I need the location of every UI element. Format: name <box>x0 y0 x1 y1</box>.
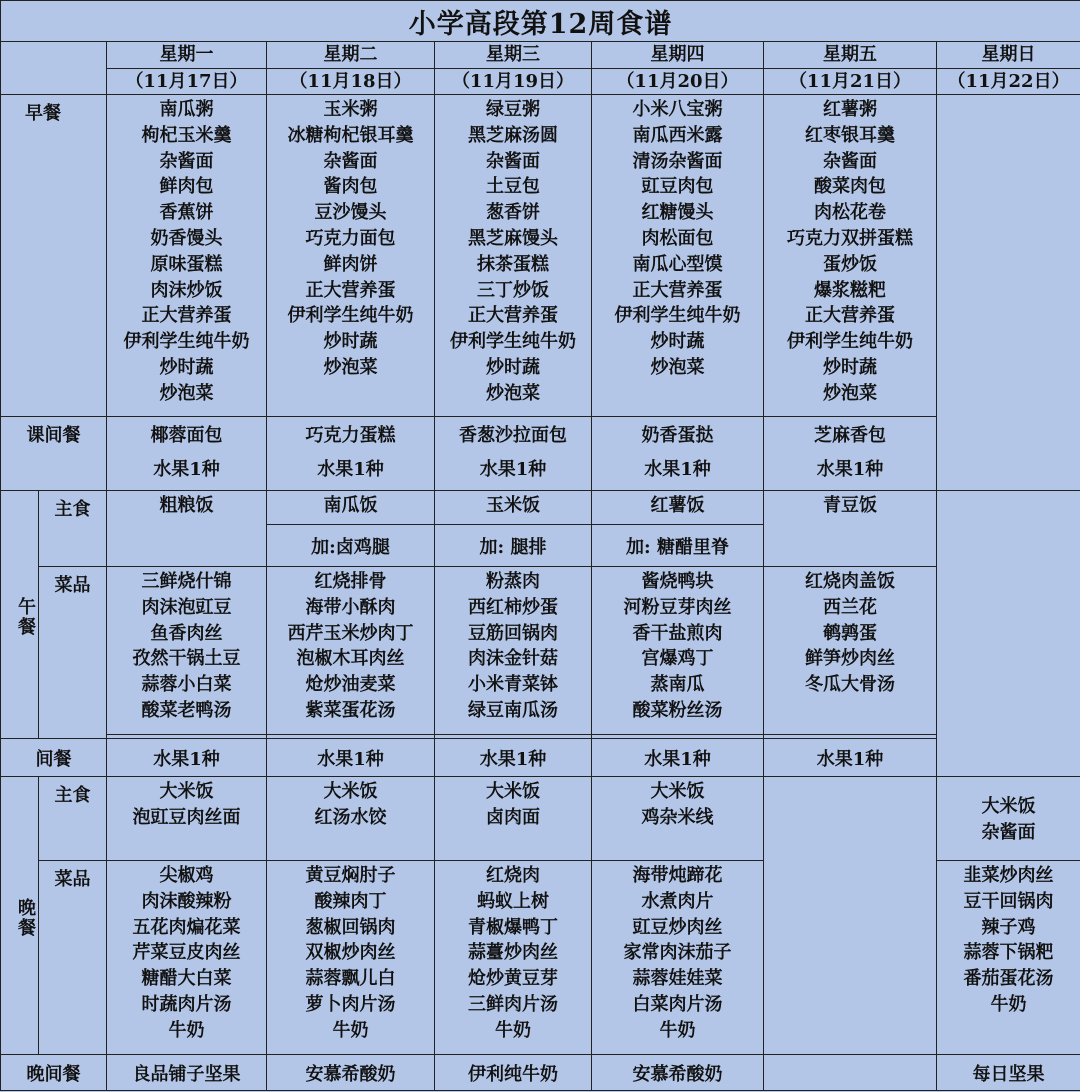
dinner-dishes-cell <box>592 861 764 1055</box>
dinner-dishes-cell <box>107 861 267 1055</box>
menu-item: 红枣银耳羹 <box>805 124 895 146</box>
menu-item: 蛋炒饭 <box>823 253 877 275</box>
lunch-staple-cell: 青豆饭 <box>764 491 937 567</box>
menu-item: 水果1种 <box>317 459 384 480</box>
menu-item: 家常肉沫茄子 <box>623 942 732 964</box>
class-snack-cell <box>107 417 267 491</box>
menu-item: 正大营养蛋 <box>468 305 558 327</box>
menu-item: 香葱沙拉面包 <box>459 425 567 446</box>
date-header: （11月19日） <box>435 69 592 95</box>
menu-item: 红糖馒头 <box>641 202 714 224</box>
menu-item: 西红柿炒蛋 <box>468 596 558 618</box>
menu-item: 正大营养蛋 <box>141 305 232 327</box>
menu-item: 尖椒鸡 <box>159 865 214 886</box>
menu-item: 水果1种 <box>644 459 711 480</box>
menu-item: 巧克力蛋糕 <box>305 425 396 446</box>
menu-item: 宫爆鸡丁 <box>641 648 714 670</box>
menu-item: 肉沫酸辣粉 <box>141 890 232 912</box>
menu-item: 炝炒油麦菜 <box>305 674 396 696</box>
dinner-staple-cell <box>592 777 764 861</box>
menu-item: 芝麻香包 <box>814 425 886 446</box>
menu-item: 炒时蔬 <box>486 356 540 378</box>
menu-item: 玉米粥 <box>323 99 378 120</box>
menu-item: 小米八宝粥 <box>632 99 723 120</box>
menu-item: 炒泡菜 <box>823 382 877 404</box>
snack-cell: 水果1种 <box>435 739 592 777</box>
menu-item: 青椒爆鸭丁 <box>468 916 558 938</box>
night-snack-label: 晚间餐 <box>1 1055 107 1091</box>
menu-item: 白菜肉片汤 <box>632 993 723 1015</box>
menu-item: 炒时蔬 <box>323 331 378 353</box>
menu-item: 番茄蛋花汤 <box>963 968 1054 990</box>
menu-item: 鱼香肉丝 <box>150 622 223 644</box>
menu-item: 炒泡菜 <box>159 382 214 404</box>
menu-item: 酱肉包 <box>323 176 378 198</box>
lunch-dishes-cell <box>107 567 267 735</box>
menu-item: 三鲜烧什锦 <box>141 571 232 592</box>
menu-item: 韭菜炒肉丝 <box>963 865 1054 886</box>
menu-item: 三丁炒饭 <box>477 279 549 301</box>
menu-item: 黄豆焖肘子 <box>305 865 396 886</box>
breakfast-label: 早餐 <box>1 95 107 417</box>
menu-item: 三鲜肉片汤 <box>468 993 558 1015</box>
menu-item: 豆筋回锅肉 <box>468 622 558 644</box>
menu-item: 河粉豆芽肉丝 <box>623 596 732 618</box>
night-snack-cell: 良品铺子坚果 <box>107 1055 267 1091</box>
date-header: （11月17日） <box>107 69 267 95</box>
menu-item: 红汤水饺 <box>314 806 387 828</box>
snack-cell: 水果1种 <box>267 739 435 777</box>
lunch-extra-cell: 加:卤鸡腿 <box>267 525 435 567</box>
breakfast-cell <box>592 95 764 417</box>
menu-item: 炒时蔬 <box>159 356 214 378</box>
lunch-staple-cell: 南瓜饭 <box>267 491 435 525</box>
dinner-dishes-cell <box>435 861 592 1055</box>
menu-item: 双椒炒肉丝 <box>305 942 396 964</box>
menu-item: 冰糖枸杞银耳羹 <box>287 124 414 146</box>
menu-item: 红烧肉盖饭 <box>805 571 895 592</box>
menu-item: 海带炖蹄花 <box>632 865 723 886</box>
menu-item: 冬瓜大骨汤 <box>805 674 895 696</box>
menu-item: 豇豆肉包 <box>641 176 714 198</box>
breakfast-cell <box>764 95 937 417</box>
snack-cell: 水果1种 <box>592 739 764 777</box>
menu-item: 酸菜老鸭汤 <box>141 699 232 721</box>
night-snack-cell: 伊利纯牛奶 <box>435 1055 592 1091</box>
dinner-staple-cell <box>435 777 592 861</box>
menu-item: 葱椒回锅肉 <box>305 916 396 938</box>
lunch-dishes-cell <box>267 567 435 735</box>
menu-item: 杂酱面 <box>486 150 540 172</box>
menu-item: 伊利学生纯牛奶 <box>287 305 414 327</box>
menu-item: 奶香蛋挞 <box>641 425 714 446</box>
menu-item: 伊利学生纯牛奶 <box>614 305 741 327</box>
menu-item: 西芹玉米炒肉丁 <box>287 622 414 644</box>
menu-item: 肉沫泡豇豆 <box>141 596 232 618</box>
menu-item: 大米饭 <box>981 795 1036 817</box>
menu-item: 牛奶 <box>495 1019 531 1041</box>
menu-item: 南瓜粥 <box>159 99 214 120</box>
menu-item: 蚂蚁上树 <box>477 890 549 912</box>
menu-item: 水果1种 <box>816 459 884 480</box>
day-header: 星期一 <box>107 42 267 69</box>
corner-cell <box>1 42 107 95</box>
menu-item: 杂酱面 <box>159 150 214 172</box>
menu-item: 鸡杂米线 <box>641 806 714 828</box>
menu-item: 蒜蓉下锅粑 <box>963 942 1054 964</box>
menu-item: 巧克力双拼蛋糕 <box>787 227 913 249</box>
class-snack-label: 课间餐 <box>1 417 107 491</box>
menu-item: 抹茶蛋糕 <box>477 253 549 275</box>
class-snack-cell <box>435 417 592 491</box>
menu-item: 大米饭 <box>159 781 214 802</box>
menu-item: 土豆包 <box>486 176 540 198</box>
menu-item: 酸菜粉丝汤 <box>632 699 723 721</box>
menu-item: 辣子鸡 <box>981 916 1036 938</box>
menu-item: 正大营养蛋 <box>632 279 723 301</box>
menu-item: 炒泡菜 <box>323 356 378 378</box>
menu-item: 酸菜肉包 <box>814 176 886 198</box>
snack-label: 间餐 <box>1 739 107 777</box>
snack-cell: 水果1种 <box>764 739 937 777</box>
menu-item: 枸杞玉米羹 <box>141 124 232 146</box>
menu-item: 粉蒸肉 <box>486 571 540 592</box>
menu-item: 炒时蔬 <box>823 356 877 378</box>
friday-dinner-empty-cell <box>764 777 937 1055</box>
menu-item: 时蔬肉片汤 <box>141 993 232 1015</box>
menu-item: 孜然干锅土豆 <box>132 648 241 670</box>
menu-item: 水果1种 <box>153 459 220 480</box>
day-header: 星期四 <box>592 42 764 69</box>
menu-item: 酸辣肉丁 <box>314 890 387 912</box>
menu-item: 红烧肉 <box>486 865 540 886</box>
sunday-empty-cell <box>937 95 1080 491</box>
menu-item: 大米饭 <box>323 781 378 802</box>
menu-item: 酱烧鸭块 <box>641 571 714 592</box>
menu-item: 芹菜豆皮肉丝 <box>132 942 241 964</box>
lunch-dishes-cell <box>592 567 764 735</box>
menu-item: 肉松花卷 <box>814 202 886 224</box>
lunch-dishes-cell <box>435 567 592 735</box>
menu-item: 红薯粥 <box>823 99 877 120</box>
menu-item: 大米饭 <box>650 781 705 802</box>
menu-item: 绿豆南瓜汤 <box>468 699 558 721</box>
menu-item: 五花肉煸花菜 <box>132 916 241 938</box>
lunch-extra-cell: 加: 糖醋里脊 <box>592 525 764 567</box>
lunch-label: 午餐 <box>1 491 39 739</box>
menu-item: 紫菜蛋花汤 <box>305 699 396 721</box>
menu-item: 炒时蔬 <box>650 331 705 353</box>
dinner-dishes-cell <box>937 861 1080 1055</box>
menu-item: 巧克力面包 <box>305 227 396 249</box>
dinner-staple-cell <box>267 777 435 861</box>
menu-item: 豆干回锅肉 <box>963 890 1054 912</box>
menu-item: 伊利学生纯牛奶 <box>787 331 913 353</box>
menu-item: 蒜蓉小白菜 <box>141 674 232 696</box>
menu-item: 炒泡菜 <box>486 382 540 404</box>
menu-item: 鲜肉饼 <box>323 253 378 275</box>
menu-item: 奶香馒头 <box>150 227 223 249</box>
menu-item: 豇豆炒肉丝 <box>632 916 723 938</box>
class-snack-cell <box>592 417 764 491</box>
day-header: 星期三 <box>435 42 592 69</box>
dinner-dishes-label: 菜品 <box>39 861 107 1055</box>
menu-item: 肉沫金针菇 <box>468 648 558 670</box>
dinner-staple-cell <box>107 777 267 861</box>
menu-item: 肉松面包 <box>641 227 714 249</box>
menu-item: 鲜笋炒肉丝 <box>805 648 895 670</box>
menu-item: 爆浆糍粑 <box>814 279 886 301</box>
menu-item: 西兰花 <box>823 596 877 618</box>
menu-item: 牛奶 <box>659 1019 696 1041</box>
menu-item: 黑芝麻汤圆 <box>468 124 558 146</box>
lunch-extra-cell: 加: 腿排 <box>435 525 592 567</box>
date-header: （11月20日） <box>592 69 764 95</box>
class-snack-cell <box>764 417 937 491</box>
day-header: 星期日 <box>937 42 1080 69</box>
breakfast-cell <box>435 95 592 417</box>
menu-item: 牛奶 <box>332 1019 369 1041</box>
menu-item: 葱香饼 <box>486 202 540 224</box>
menu-item: 黑芝麻馒头 <box>468 227 558 249</box>
page-title: 小学高段第12周食谱 <box>1 1 1080 42</box>
dinner-staple-label: 主食 <box>39 777 107 861</box>
night-snack-cell: 安慕希酸奶 <box>592 1055 764 1091</box>
day-header: 星期五 <box>764 42 937 69</box>
dinner-dishes-cell <box>267 861 435 1055</box>
date-header: （11月18日） <box>267 69 435 95</box>
menu-item: 香干盐煎肉 <box>632 622 723 644</box>
menu-item: 杂酱面 <box>823 150 877 172</box>
breakfast-cell <box>107 95 267 417</box>
menu-item: 椰蓉面包 <box>150 425 223 446</box>
menu-item: 南瓜西米露 <box>632 124 723 146</box>
menu-item: 清汤杂酱面 <box>632 150 723 172</box>
snack-cell: 水果1种 <box>107 739 267 777</box>
menu-item: 海带小酥肉 <box>305 596 396 618</box>
dinner-label: 晚餐 <box>1 777 39 1055</box>
friday-night-empty-cell <box>764 1055 937 1091</box>
date-header: （11月21日） <box>764 69 937 95</box>
menu-item: 蒸南瓜 <box>650 674 705 696</box>
menu-item: 牛奶 <box>168 1019 205 1041</box>
night-snack-cell: 安慕希酸奶 <box>267 1055 435 1091</box>
class-snack-cell <box>267 417 435 491</box>
menu-item: 萝卜肉片汤 <box>305 993 396 1015</box>
menu-item: 蒜蓉飘儿白 <box>305 968 396 990</box>
menu-item: 小米青菜钵 <box>468 674 558 696</box>
menu-item: 正大营养蛋 <box>805 305 895 327</box>
menu-item: 伊利学生纯牛奶 <box>450 331 576 353</box>
lunch-dishes-cell <box>764 567 937 735</box>
menu-item: 绿豆粥 <box>486 99 540 120</box>
lunch-dishes-label: 菜品 <box>39 567 107 739</box>
date-header: （11月22日） <box>937 69 1080 95</box>
lunch-staple-cell: 红薯饭 <box>592 491 764 525</box>
dinner-staple-cell <box>937 777 1080 861</box>
menu-item: 南瓜心型馍 <box>632 253 723 275</box>
sunday-empty-cell <box>937 491 1080 777</box>
lunch-staple-cell: 玉米饭 <box>435 491 592 525</box>
menu-item: 原味蛋糕 <box>150 253 223 275</box>
menu-item: 红烧排骨 <box>314 571 387 592</box>
menu-item: 水煮肉片 <box>641 890 714 912</box>
menu-item: 牛奶 <box>990 993 1027 1015</box>
menu-item: 杂酱面 <box>981 821 1036 843</box>
lunch-staple-label: 主食 <box>39 491 107 567</box>
menu-item: 卤肉面 <box>486 806 540 828</box>
menu-item: 炒泡菜 <box>650 356 705 378</box>
menu-item: 泡椒木耳肉丝 <box>296 648 405 670</box>
menu-item: 豆沙馒头 <box>314 202 387 224</box>
menu-item: 鹌鹑蛋 <box>823 622 877 644</box>
menu-item: 蒜蓉娃娃菜 <box>632 968 723 990</box>
menu-item: 肉沫炒饭 <box>150 279 223 301</box>
menu-item: 糖醋大白菜 <box>141 968 232 990</box>
lunch-staple-cell: 粗粮饭 <box>107 491 267 567</box>
menu-item: 蒜薹炒肉丝 <box>468 942 558 964</box>
menu-item: 正大营养蛋 <box>305 279 396 301</box>
night-snack-cell: 每日坚果 <box>937 1055 1080 1091</box>
breakfast-cell <box>267 95 435 417</box>
menu-item: 大米饭 <box>486 781 540 802</box>
day-header: 星期二 <box>267 42 435 69</box>
menu-item: 鲜肉包 <box>159 176 214 198</box>
menu-item: 泡豇豆肉丝面 <box>132 806 241 828</box>
menu-item: 香蕉饼 <box>159 202 214 224</box>
menu-item: 炝炒黄豆芽 <box>468 968 558 990</box>
menu-item: 水果1种 <box>479 459 547 480</box>
menu-item: 杂酱面 <box>323 150 378 172</box>
menu-item: 伊利学生纯牛奶 <box>123 331 250 353</box>
